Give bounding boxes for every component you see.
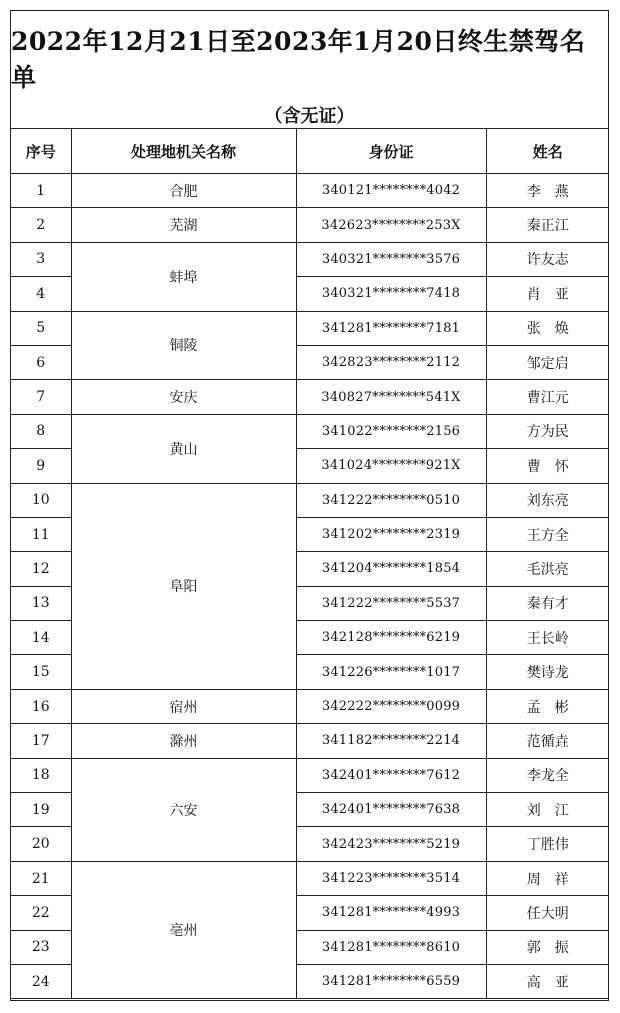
row-seq: 13 <box>11 586 71 620</box>
table-row <box>11 483 609 517</box>
row-person-name: 秦正江 <box>486 208 609 242</box>
row-agency: 安庆 <box>71 380 296 414</box>
row-id-number: 341182********2214 <box>296 724 486 758</box>
row-seq: 20 <box>11 827 71 861</box>
row-id-number: 341281********7181 <box>296 311 486 345</box>
table-row <box>11 758 609 792</box>
row-person-name: 邹定启 <box>486 345 609 379</box>
row-person-name: 樊诗龙 <box>486 655 609 689</box>
row-seq: 21 <box>11 861 71 895</box>
row-seq: 7 <box>11 380 71 414</box>
row-id-number: 341022********2156 <box>296 414 486 448</box>
row-id-number: 341281********6559 <box>296 964 486 998</box>
row-person-name: 丁胜伟 <box>486 827 609 861</box>
row-seq: 9 <box>11 449 71 483</box>
row-id-number: 341204********1854 <box>296 552 486 586</box>
row-id-number: 341222********0510 <box>296 483 486 517</box>
row-agency: 芜湖 <box>71 208 296 242</box>
row-seq: 16 <box>11 689 71 723</box>
row-id-number: 341226********1017 <box>296 655 486 689</box>
row-seq: 22 <box>11 896 71 930</box>
row-person-name: 张 焕 <box>486 311 609 345</box>
page-title: 2022年12月21日至2023年1月20日终生禁驾名单 <box>11 26 586 92</box>
row-agency: 六安 <box>71 758 296 861</box>
row-person-name: 毛洪亮 <box>486 552 609 586</box>
row-id-number: 342128********6219 <box>296 621 486 655</box>
row-person-name: 郭 振 <box>486 930 609 964</box>
row-person-name: 刘 江 <box>486 793 609 827</box>
row-id-number: 341281********4993 <box>296 896 486 930</box>
header-name: 姓名 <box>486 129 609 174</box>
row-id-number: 341281********8610 <box>296 930 486 964</box>
row-id-number: 342401********7612 <box>296 758 486 792</box>
row-seq: 14 <box>11 621 71 655</box>
row-person-name: 曹 怀 <box>486 449 609 483</box>
row-agency: 铜陵 <box>71 311 296 380</box>
row-person-name: 刘东亮 <box>486 483 609 517</box>
header-seq: 序号 <box>11 129 71 174</box>
page-subtitle: （含无证） <box>264 105 355 127</box>
row-person-name: 王长岭 <box>486 621 609 655</box>
row-agency: 蚌埠 <box>71 242 296 311</box>
row-person-name: 李龙全 <box>486 758 609 792</box>
row-person-name: 许友志 <box>486 242 609 276</box>
row-seq: 24 <box>11 964 71 998</box>
row-seq: 23 <box>11 930 71 964</box>
row-id-number: 340321********3576 <box>296 242 486 276</box>
ban-list-table <box>11 129 609 999</box>
row-id-number: 342401********7638 <box>296 793 486 827</box>
row-person-name: 周 祥 <box>486 861 609 895</box>
header-id: 身份证 <box>296 129 486 174</box>
row-person-name: 秦有才 <box>486 586 609 620</box>
title-block <box>11 11 608 129</box>
row-seq: 6 <box>11 345 71 379</box>
row-seq: 11 <box>11 517 71 551</box>
table-row <box>11 724 609 758</box>
row-id-number: 342423********5219 <box>296 827 486 861</box>
row-id-number: 342823********2112 <box>296 345 486 379</box>
row-id-number: 341222********5537 <box>296 586 486 620</box>
table-row <box>11 380 609 414</box>
table-row <box>11 861 609 895</box>
row-id-number: 340321********7418 <box>296 277 486 311</box>
row-seq: 15 <box>11 655 71 689</box>
row-seq: 5 <box>11 311 71 345</box>
row-seq: 12 <box>11 552 71 586</box>
row-person-name: 高 亚 <box>486 964 609 998</box>
row-person-name: 李 燕 <box>486 174 609 208</box>
row-id-number: 340827********541X <box>296 380 486 414</box>
row-person-name: 曹江元 <box>486 380 609 414</box>
row-agency: 合肥 <box>71 174 296 208</box>
table-row <box>11 311 609 345</box>
row-id-number: 341024********921X <box>296 449 486 483</box>
table-row <box>11 174 609 208</box>
table-row <box>11 414 609 448</box>
row-seq: 2 <box>11 208 71 242</box>
header-agency: 处理地机关名称 <box>71 129 296 174</box>
row-id-number: 341223********3514 <box>296 861 486 895</box>
row-agency: 黄山 <box>71 414 296 483</box>
row-seq: 4 <box>11 277 71 311</box>
row-person-name: 方为民 <box>486 414 609 448</box>
row-id-number: 342222********0099 <box>296 689 486 723</box>
table-row <box>11 242 609 276</box>
row-seq: 3 <box>11 242 71 276</box>
row-id-number: 341202********2319 <box>296 517 486 551</box>
row-person-name: 孟 彬 <box>486 689 609 723</box>
row-agency: 阜阳 <box>71 483 296 689</box>
row-seq: 17 <box>11 724 71 758</box>
row-id-number: 342623********253X <box>296 208 486 242</box>
row-seq: 19 <box>11 793 71 827</box>
table-row <box>11 208 609 242</box>
row-person-name: 范循垚 <box>486 724 609 758</box>
row-seq: 8 <box>11 414 71 448</box>
row-seq: 1 <box>11 174 71 208</box>
row-agency: 滁州 <box>71 724 296 758</box>
table-row <box>11 689 609 723</box>
row-person-name: 任大明 <box>486 896 609 930</box>
row-person-name: 王方全 <box>486 517 609 551</box>
row-agency: 亳州 <box>71 861 296 999</box>
table-header-row <box>11 129 609 174</box>
row-person-name: 肖 亚 <box>486 277 609 311</box>
row-id-number: 340121********4042 <box>296 174 486 208</box>
table-body <box>11 174 609 999</box>
row-agency: 宿州 <box>71 689 296 723</box>
row-seq: 10 <box>11 483 71 517</box>
document-page <box>10 10 609 1001</box>
row-seq: 18 <box>11 758 71 792</box>
